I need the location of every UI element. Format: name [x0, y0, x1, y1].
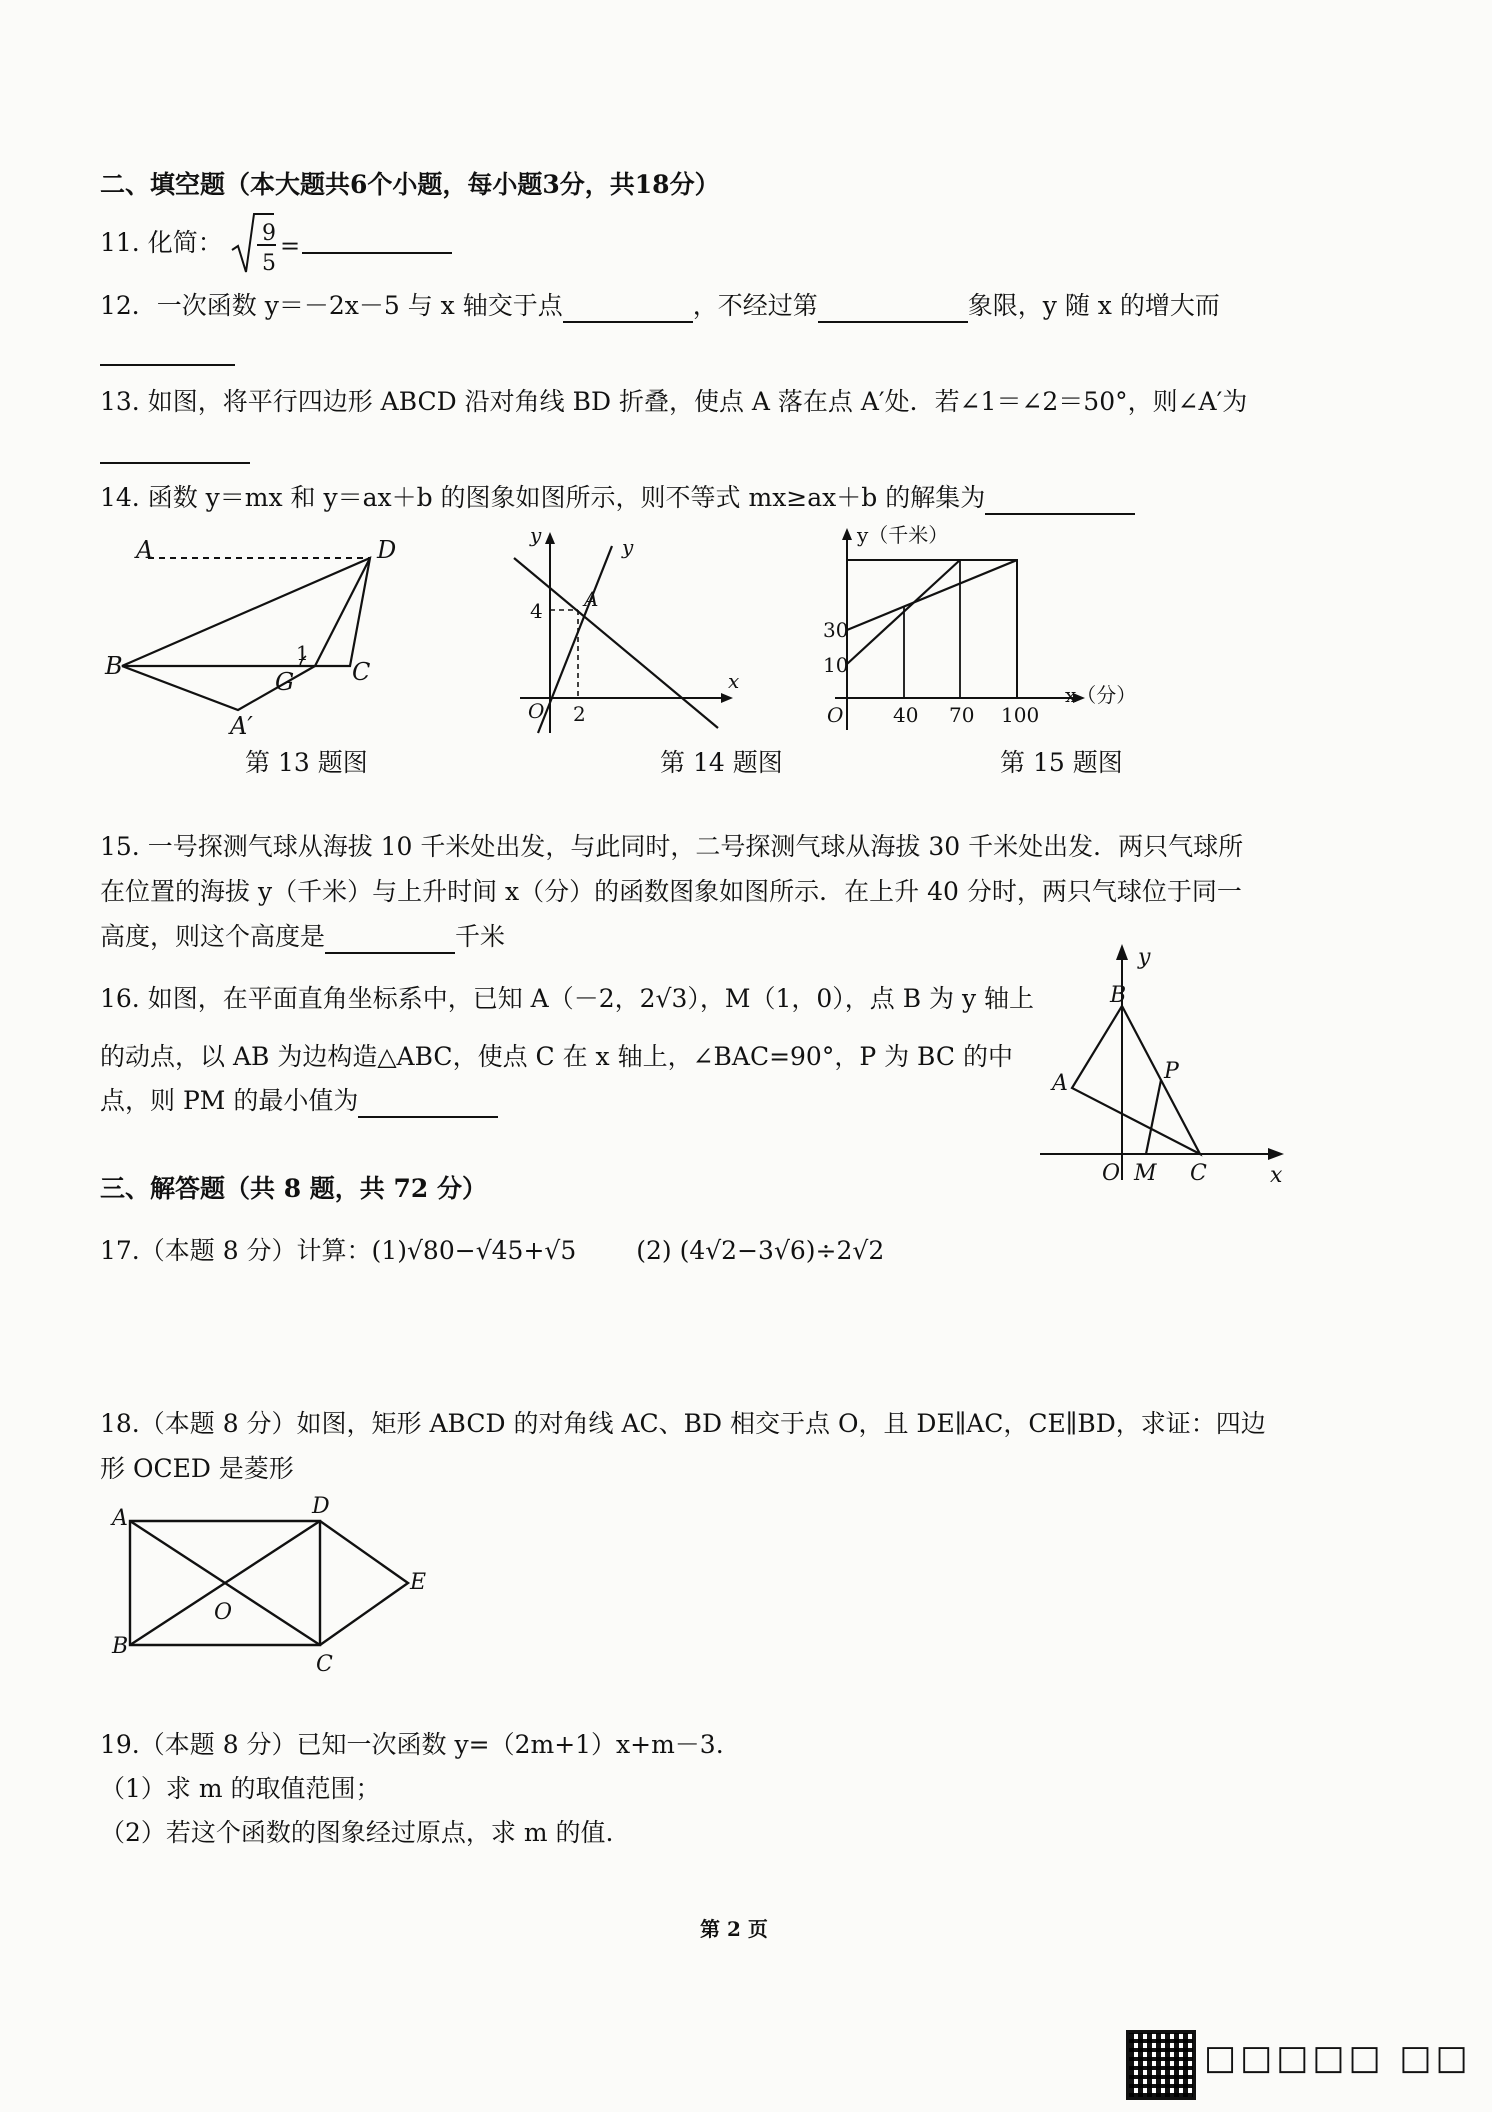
fig15-tick-70: 70 — [949, 703, 975, 727]
q17-term-2: √45 — [475, 1236, 524, 1265]
figure-14 — [500, 523, 740, 738]
q17-term-1: √80 — [406, 1236, 455, 1265]
fig13-label-G: G — [275, 668, 295, 696]
fig16-label-x: x — [1270, 1163, 1283, 1188]
qr-code-icon — [1126, 2030, 1196, 2100]
fig16-label-P: P — [1164, 1059, 1179, 1084]
fig13-label-D: D — [377, 536, 397, 564]
fig15-tick-10: 10 — [823, 653, 849, 677]
fig18-label-E: E — [410, 1570, 427, 1595]
fig18-label-B: B — [112, 1634, 129, 1659]
q14-answer-blank[interactable] — [985, 487, 1135, 515]
q15-answer-blank[interactable] — [325, 926, 455, 954]
figure-18 — [108, 1495, 438, 1685]
fig15-tick-100: 100 — [1001, 703, 1040, 727]
q13-answer-blank[interactable] — [100, 436, 250, 464]
question-19-line-2: （1）求 m 的取值范围； — [100, 1774, 381, 1803]
q12-part-c: 象限，y 随 x 的增大而 — [967, 291, 1220, 320]
q17-term-3: √5 — [544, 1236, 577, 1265]
question-12 — [100, 289, 1220, 323]
q15-part-a: 高度，则这个高度是 — [100, 922, 326, 951]
fig18-label-A: A — [112, 1506, 128, 1531]
question-16-line-1: 16. 如图，在平面直角坐标系中，已知 A（－2，2√3），M（1，0），点 B 为 y 轴上 — [100, 984, 1035, 1013]
page-number: 第 2 页 — [700, 1917, 768, 1941]
question-15-line-1: 15. 一号探测气球从海拔 10 千米处出发，与此同时，二号探测气球从海拔 30 千米处出发．两只气球所 — [100, 832, 1244, 861]
fig16-label-y: y — [1138, 945, 1151, 970]
fig16-label-B: B — [1110, 983, 1127, 1008]
question-16-line-2: 的动点，以 AB 为边构造△ABC，使点 C 在 x 轴上，∠BAC=90°，P 为 BC 的中 — [100, 1042, 1013, 1071]
question-16-line-3 — [100, 1084, 498, 1118]
fig18-label-C: C — [316, 1652, 333, 1677]
fig13-label-B: B — [105, 652, 123, 680]
fig14-label-4: 4 — [530, 599, 543, 623]
fig18-label-D: D — [312, 1494, 330, 1519]
figure-15-caption: 第 15 题图 — [1000, 748, 1123, 777]
q17-minus: − — [454, 1236, 476, 1265]
section-3-heading: 三、解答题（共 8 题，共 72 分） — [100, 1174, 488, 1203]
q16-text: 点，则 PM 的最小值为 — [100, 1086, 359, 1115]
fig16-label-M: M — [1134, 1161, 1157, 1186]
question-14 — [100, 481, 1135, 515]
fig14-label-2: 2 — [573, 702, 586, 726]
q16-answer-blank[interactable] — [358, 1090, 498, 1118]
question-13: 13. 如图，将平行四边形 ABCD 沿对角线 BD 折叠，使点 A 落在点 A′处．若∠1＝∠2＝50°，则∠A′为 — [100, 387, 1248, 416]
question-11 — [100, 226, 223, 260]
fig15-ylabel: y（千米） — [857, 523, 949, 547]
figure-14-caption: 第 14 题图 — [660, 748, 783, 777]
question-17 — [100, 1234, 884, 1268]
figure-13 — [100, 532, 430, 742]
q11-denominator: 5 — [262, 251, 276, 276]
figure-13-caption: 第 13 题图 — [245, 748, 368, 777]
fig15-tick-30: 30 — [823, 618, 849, 642]
fig14-label-y2: y — [622, 535, 634, 559]
question-19-line-3: （2）若这个函数的图象经过原点，求 m 的值. — [100, 1818, 614, 1847]
figure-15 — [815, 522, 1137, 742]
fig16-label-C: C — [1190, 1161, 1207, 1186]
fig15-label-O: O — [827, 703, 844, 727]
fig15-xlabel: x（分） — [1065, 683, 1137, 707]
q12-blank-3[interactable] — [100, 338, 235, 366]
q12-blank-1[interactable] — [563, 295, 693, 323]
q12-part-a: 12．一次函数 y＝－2x－5 与 x 轴交于点 — [100, 291, 563, 320]
question-15-line-3 — [100, 920, 505, 954]
fig13-label-A-prime: A′ — [230, 712, 253, 740]
fig18-label-O: O — [214, 1600, 233, 1625]
q14-text: 14. 函数 y＝mx 和 y＝ax＋b 的图象如图所示，则不等式 mx≥ax＋b 的解集为 — [100, 483, 986, 512]
fig15-tick-40: 40 — [893, 703, 919, 727]
fig14-label-x: x — [728, 669, 740, 693]
q11-answer-blank[interactable] — [302, 226, 452, 254]
section-2-heading: 二、填空题（本大题共6个小题，每小题3分，共18分） — [100, 170, 720, 199]
question-19-line-1: 19.（本题 8 分）已知一次函数 y=（2m+1）x+m－3. — [100, 1730, 724, 1759]
fig16-label-A: A — [1052, 1071, 1068, 1096]
question-18-line-2: 形 OCED 是菱形 — [100, 1454, 294, 1483]
q17-prefix: 17.（本题 8 分）计算：(1) — [100, 1236, 407, 1265]
q11-numerator: 9 — [262, 221, 276, 246]
fig13-label-C: C — [352, 658, 371, 686]
q12-part-b: ，不经过第 — [692, 291, 818, 320]
q17-part-2: (2) (4√2−3√6)÷2√2 — [636, 1236, 885, 1265]
q11-prefix: 11. 化简： — [100, 228, 223, 257]
fig14-label-y: y — [530, 523, 542, 547]
q15-part-b: 千米 — [455, 922, 506, 951]
fig13-label-1: 1 — [296, 641, 309, 665]
question-15-line-2: 在位置的海拔 y（千米）与上升时间 x（分）的函数图象如图所示．在上升 40 分时，两只气球位于同一 — [100, 877, 1242, 906]
q11-radical — [230, 210, 300, 276]
fig16-label-O: O — [1102, 1161, 1121, 1186]
fig14-label-O: O — [528, 699, 545, 723]
footer-boxes: □□□□□ □□ — [1204, 2038, 1472, 2078]
fig14-label-A: A — [584, 587, 599, 611]
q11-equals: = — [280, 232, 301, 260]
question-18-line-1: 18.（本题 8 分）如图，矩形 ABCD 的对角线 AC、BD 相交于点 O，且 DE∥AC，CE∥BD，求证：四边 — [100, 1409, 1266, 1438]
figure-16 — [1040, 940, 1300, 1190]
fig13-label-A: A — [136, 536, 154, 564]
q12-blank-2[interactable] — [818, 295, 968, 323]
q17-plus: + — [523, 1236, 545, 1265]
